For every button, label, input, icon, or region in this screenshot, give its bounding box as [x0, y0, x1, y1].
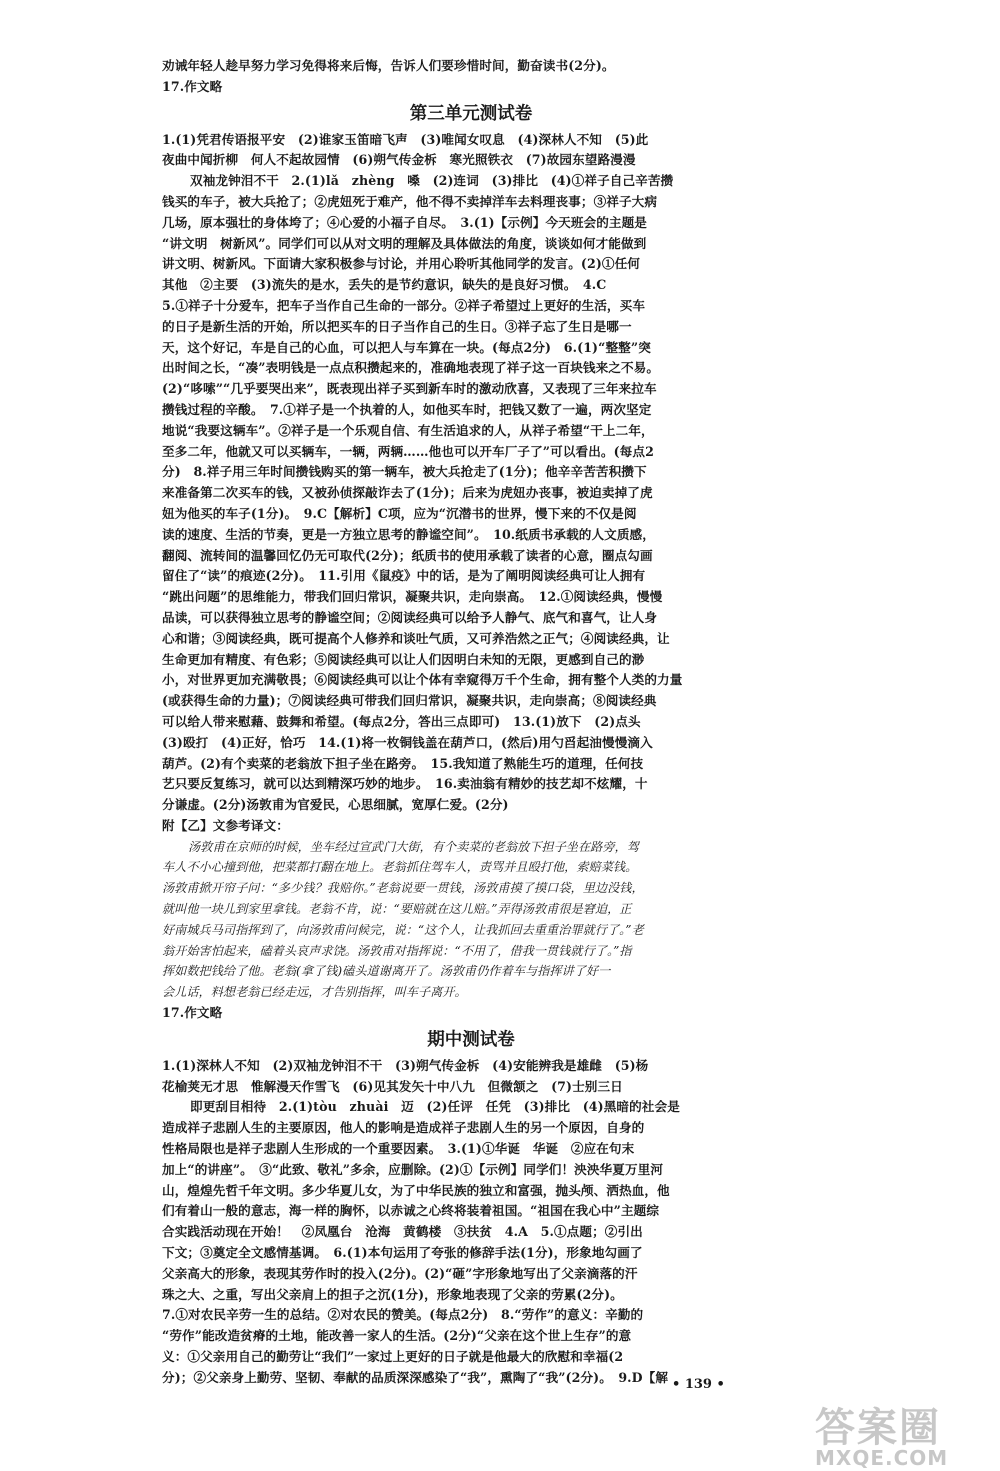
translation-line: 车人不小心撞到他，把菜都打翻在地上。老翁抓住驾车人，责骂并且殴打他，索赔菜钱。	[162, 860, 638, 875]
translation-label: 附【乙】文参考译文：	[162, 817, 289, 833]
text-line: 品读，可以获得独立思考的静谧空间；②阅读经典可以给予人静气、底气和喜气，让人身	[162, 609, 658, 625]
section-body	[162, 1056, 780, 1389]
text-line: 下文；③奠定全文感情基调。 6.(1)本句运用了夸张的修辞手法(1分)，形象地勾画了	[162, 1245, 643, 1261]
watermark-logo	[815, 1405, 990, 1470]
text-line: 留住了“读”的痕迹(2分)。 11.引用《鼠疫》中的话，是为了阐明阅读经典可让人拥有	[162, 568, 646, 584]
text-line: 合实践活动现在开始！ ②凤凰台 沧海 黄鹤楼 ③扶贫 4.A 5.①点题；②引出	[162, 1224, 643, 1240]
text-line: 父亲高大的形象，表现其劳作时的投入(2分)。(2)“砸”字形象地写出了父亲滴落的汗	[162, 1265, 638, 1281]
text-line: (3)殴打 (4)正好，恰巧 14.(1)将一枚铜钱盖在葫芦口，(然后)用勺舀起油慢慢滴入	[162, 734, 653, 750]
text-line: 7.①对农民辛劳一生的总结。②对农民的赞美。(每点2分) 8.“劳作”的意义：辛勤的	[162, 1307, 644, 1323]
text-line: 艺只要反复练习，就可以达到精深巧妙的地步。 16.卖油翁有精妙的技艺却不炫耀，十	[162, 776, 648, 792]
text-line: “讲文明 树新风”。同学们可以从对文明的理解及具体做法的角度，谈谈如何才能做到	[162, 235, 647, 251]
text-line: 其他 ②主要 (3)流失的是水，丢失的是节约意识，缺失的是良好习惯。 4.C	[162, 277, 607, 293]
text-line: 加上“的讲座”。 ③“此致、敬礼”多余，应删除。(2)①【示例】同学们！泱泱华夏万里河	[162, 1161, 664, 1177]
watermark-text: 答案圈	[815, 1405, 941, 1451]
text-line: 讲文明、树新风。下面请大家积极参与讨论，并用心聆听其他同学的发言。(2)①任何	[162, 256, 640, 272]
text-line: “跳出问题”的思维能力，带我们回归常识，凝聚共识，走向崇高。 12.①阅读经典，慢慢	[162, 589, 663, 605]
text-line: 妞为他买的车子(1分)。 9.C【解析】C项，应为“沉潜书的世界，慢下来的不仅是阅	[162, 505, 637, 521]
text-line: 分)；②父亲身上勤劳、坚韧、奉献的品质深深感染了“我”，熏陶了“我”(2分)。 9.D【解	[162, 1369, 669, 1385]
text-line: 葫芦。(2)有个卖菜的老翁放下担子坐在路旁。 15.我知道了熟能生巧的道理，任何技	[162, 755, 644, 771]
text-line: 分谦虚。(2分)汤敦甫为官爱民，心思细腻，宽厚仁爱。(2分)	[162, 797, 509, 813]
text-line: 至多二年，他就又可以买辆车，一辆，两辆……他也可以开车厂子了”可以看出。(每点2	[162, 443, 654, 459]
translation-line: 汤敦甫在京师的时候，坐车经过宣武门大街，有个卖菜的老翁放下担子坐在路旁，驾	[188, 839, 639, 854]
text-line: 几场，原本强壮的身体垮了；④心爱的小福子自尽。 3.(1)【示例】今天班会的主题是	[162, 214, 648, 230]
text-line: 们有着山一般的意志，海一样的胸怀，以赤诚之心终将装着祖国。“祖国在我心中”主题综	[162, 1203, 660, 1219]
section-body	[162, 130, 780, 816]
translation-line: 翁开始害怕起来，磕着头哀声求饶。汤敦甫对指挥说：“不用了，借我一贯钱就行了。”指	[162, 943, 632, 958]
text-line: 珠之大、之重，写出父亲肩上的担子之沉(1分)，形象地表现了父亲的劳累(2分)。	[162, 1286, 623, 1302]
text-line: 劝诫年轻人趁早努力学习免得将来后悔，告诉人们要珍惜时间，勤奋读书(2分)。	[162, 58, 615, 73]
watermark-url: MXQE.COM	[815, 1446, 949, 1470]
section-title: 期中测试卷	[427, 1029, 515, 1050]
text-line: 可以给人带来慰藉、鼓舞和希望。(每点2分，答出三点即可) 13.(1)放下 (2)点头	[162, 713, 641, 729]
translation-line: 就叫他一块儿到家里拿钱。老翁不肯，说：“要赔就在这儿赔。”弄得汤敦甫很是窘迫，正	[162, 902, 632, 917]
text-line: 的日子是新生活的开始，所以把买车的日子当作自己的生日。③祥子忘了生日是哪一	[162, 318, 632, 334]
text-line: 5.①祥子十分爱车，把车子当作自己生命的一部分。②祥子希望过上更好的生活，买车	[162, 297, 646, 313]
translation-line: 汤敦甫掀开帘子问：“多少钱？我赔你。”老翁说要一贯钱，汤敦甫摸了摸口袋，里边没钱，	[162, 881, 644, 896]
text-line: 翻阅、流转间的温馨回忆仍无可取代(2分)；纸质书的使用承载了读者的心意，圈点勾画	[162, 547, 653, 563]
text-line: 来准备第二次买车的钱，又被孙侦探敲诈去了(1分)；后来为虎妞办丧事，被迫卖掉了虎	[162, 485, 653, 501]
text-line: 天，这个好记，车是自己的心血，可以把人与车算在一块。(每点2分) 6.(1)“整整”突	[162, 339, 651, 355]
text-line: 17.作文略	[162, 78, 223, 94]
text-line: 地说“我要这辆车”。②祥子是一个乐观自信、有生活追求的人，从祥子希望“干上二年，	[162, 422, 654, 438]
text-line: 攒钱过程的辛酸。 7.①祥子是一个执着的人，如他买车时，把钱又数了一遍，两次坚定	[162, 401, 652, 417]
page-number: • 139 •	[672, 1377, 725, 1392]
translation-line: 会儿话，料想老翁已经走远，才告别指挥，叫车子离开。	[162, 985, 467, 1000]
text-line: 花榆荚无才思 惟解漫天作雪飞 (6)见其发矢十中八九 但微颔之 (7)士别三日	[162, 1078, 623, 1094]
text-line: 分) 8.祥子用三年时间攒钱购买的第一辆车，被大兵抢走了(1分)；他辛辛苦苦积攒下	[162, 464, 647, 480]
text-line: 生命更加有精度、有色彩；⑤阅读经典可以让人们因明白未知的无限，更感到自己的渺	[162, 651, 645, 667]
text-line: 钱买的车子，被大兵抢了；②虎妞死于难产，他不得不卖掉洋车去料理丧事；③祥子大病	[162, 193, 658, 209]
text-line: 出时间之长，“凑”表明钱是一点点积攒起来的，准确地表现了祥子这一百块钱来之不易。	[162, 360, 660, 376]
text-line: 1.(1)深林人不知 (2)双袖龙钟泪不干 (3)朔气传金柝 (4)安能辨我是雄雌 (5)杨	[162, 1057, 649, 1073]
text-line: 小，对世界更加充满敬畏；⑥阅读经典可以让个体有幸窥得万千个生命，拥有整个人类的力量	[162, 672, 683, 688]
translation-body	[162, 837, 780, 1003]
text-line: 心和谐；③阅读经典，既可提高个人修养和谈吐气质，又可养浩然之正气；④阅读经典，让	[162, 630, 670, 646]
text-line: (2)“哆嗦”“几乎要哭出来”，既表现出祥子买到新车时的激动欣喜，又表现了三年来拉车	[162, 381, 657, 397]
translation-line: 挥如数把钱给了他。老翁(拿了钱)磕头道谢离开了。汤敦甫仍作着车与指挥讲了好一	[162, 964, 611, 979]
text-line: 1.(1)凭君传语报平安 (2)谁家玉笛暗飞声 (3)唯闻女叹息 (4)深林人不知 (5)此	[162, 131, 649, 147]
text-line: 17.作文略	[162, 1005, 223, 1021]
text-line: “劳作”能改造贫瘠的土地，能改善一家人的生活。(2分)“父亲在这个世上生存”的意	[162, 1328, 632, 1344]
text-line: 读的速度、生活的节奏，更是一方独立思考的静谧空间”。 10.纸质书承载的人文质感，	[162, 526, 655, 542]
text-line: (或获得生命的力量)；⑦阅读经典可带我们回归常识，凝聚共识，走向崇高；⑧阅读经典	[162, 693, 657, 709]
section-title: 第三单元测试卷	[409, 103, 533, 124]
text-line: 造成祥子悲剧人生的主要原因，他人的影响是造成祥子悲剧人生的另一个原因，自身的	[162, 1120, 645, 1136]
text-line: 义：①父亲用自己的勤劳让“我们”一家过上更好的日子就是他最大的欣慰和幸福(2	[162, 1349, 624, 1365]
text-line: 即更刮目相待 2.(1)tòu zhuài 迈 (2)任评 任凭 (3)排比 (4)黑暗的社会是	[190, 1099, 680, 1115]
translation-line: 好南城兵马司指挥到了，向汤敦甫问候完，说：“这个人，让我抓回去重重治罪就行了。”老	[162, 922, 644, 937]
text-line: 山，煌煌先哲千年文明。多少华夏儿女，为了中华民族的独立和富强，抛头颅、洒热血，他	[162, 1182, 670, 1198]
text-line: 双袖龙钟泪不干 2.(1)lǎ zhèng 嗓 (2)连词 (3)排比 (4)①祥子自己辛苦攒	[190, 173, 674, 189]
answer-page	[162, 56, 780, 1389]
text-line: 夜曲中闻折柳 何人不起故园情 (6)朔气传金柝 寒光照铁衣 (7)故园东望路漫漫	[162, 152, 636, 168]
text-line: 性格局限也是祥子悲剧人生形成的一个重要因素。 3.(1)①华诞 华诞 ②应在句末	[162, 1141, 635, 1157]
